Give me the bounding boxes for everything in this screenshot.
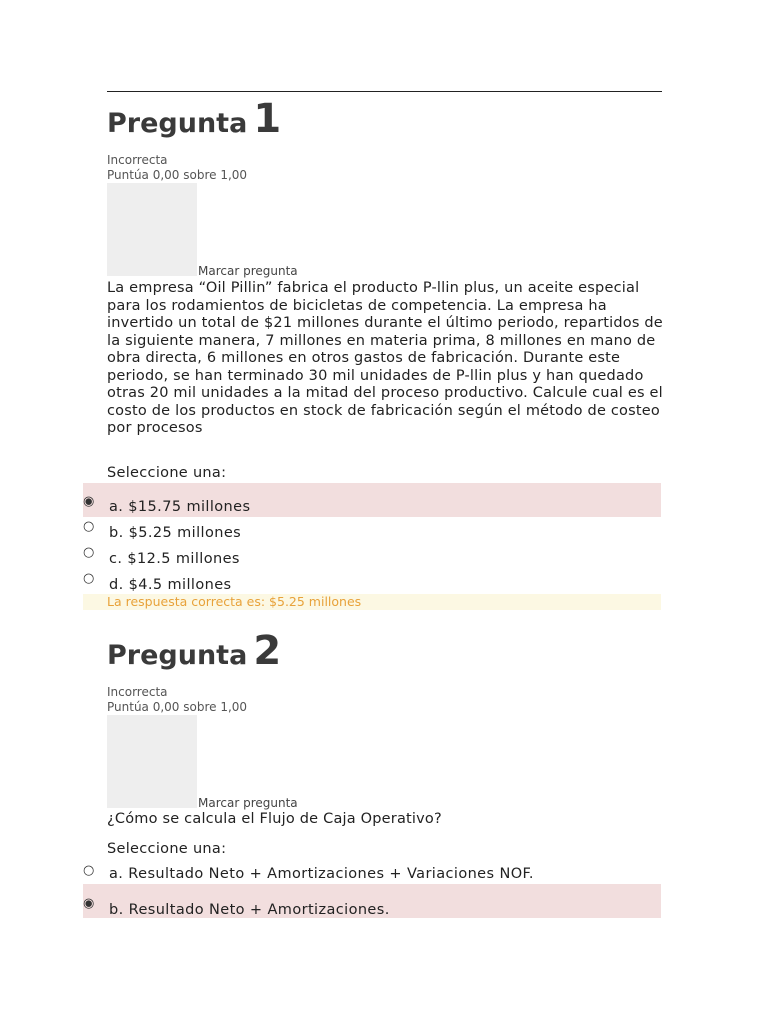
question-2-title [107, 628, 281, 674]
radio-selected-icon[interactable]: ◉ [83, 896, 95, 911]
question-1-number: 1 [253, 96, 282, 142]
option-label: c. $12.5 millones [109, 551, 240, 567]
question-1-grade: Puntúa 0,00 sobre 1,00 [107, 168, 248, 182]
question-2-label: Pregunta [107, 640, 248, 671]
question-1-text: La empresa “Oil Pillin” fabrica el producto P-llin plus, un aceite especial para los rodamientos de bicicletas de competencia. La empresa ha invertido un total de $21 millones durante el último periodo, repartidos de la siguiente manera, 7 millones en materia prima, 8 millones en mano de obra directa, 6 millones en otros gastos de fabricación. Durante este periodo, se han terminado 30 mil unidades de P-llin plus y han quedado otras 20 mil unidades a la mitad del proceso productivo. Calcule cual es el costo de los productos en stock de fabricación según el método de costeo por procesos [107, 280, 663, 436]
option-label: b. $5.25 millones [109, 525, 242, 541]
question-1-option-a[interactable] [83, 483, 661, 517]
correct-answer-text: La respuesta correcta es: $5.25 millones [107, 594, 362, 609]
question-1-flag-link[interactable]: Marcar pregunta [198, 264, 298, 278]
option-label: b. Resultado Neto + Amortizaciones. [109, 902, 390, 918]
radio-unselected-icon[interactable]: ○ [83, 863, 95, 878]
question-1-flag-image[interactable] [107, 183, 197, 276]
question-2-text: ¿Cómo se calcula el Flujo de Caja Operativo? [107, 811, 442, 827]
radio-unselected-icon[interactable]: ○ [83, 519, 95, 534]
question-2-flag-link[interactable]: Marcar pregunta [198, 796, 298, 810]
question-1-state: Incorrecta [107, 153, 168, 167]
radio-selected-icon[interactable]: ◉ [83, 494, 95, 509]
option-label: d. $4.5 millones [109, 577, 232, 593]
option-label: a. Resultado Neto + Amortizaciones + Variaciones NOF. [109, 866, 534, 882]
question-1-label: Pregunta [107, 108, 248, 139]
radio-unselected-icon[interactable]: ○ [83, 545, 95, 560]
question-2-flag-image[interactable] [107, 715, 197, 808]
question-2-grade: Puntúa 0,00 sobre 1,00 [107, 700, 248, 714]
question-1-feedback [83, 594, 661, 610]
question-2-option-b[interactable] [83, 884, 661, 918]
radio-unselected-icon[interactable]: ○ [83, 571, 95, 586]
top-divider [107, 91, 662, 92]
option-label: a. $15.75 millones [109, 499, 251, 515]
question-1-prompt: Seleccione una: [107, 465, 227, 481]
question-1-title [107, 96, 281, 142]
question-2-number: 2 [253, 628, 282, 674]
question-2-state: Incorrecta [107, 685, 168, 699]
question-2-prompt: Seleccione una: [107, 841, 227, 857]
